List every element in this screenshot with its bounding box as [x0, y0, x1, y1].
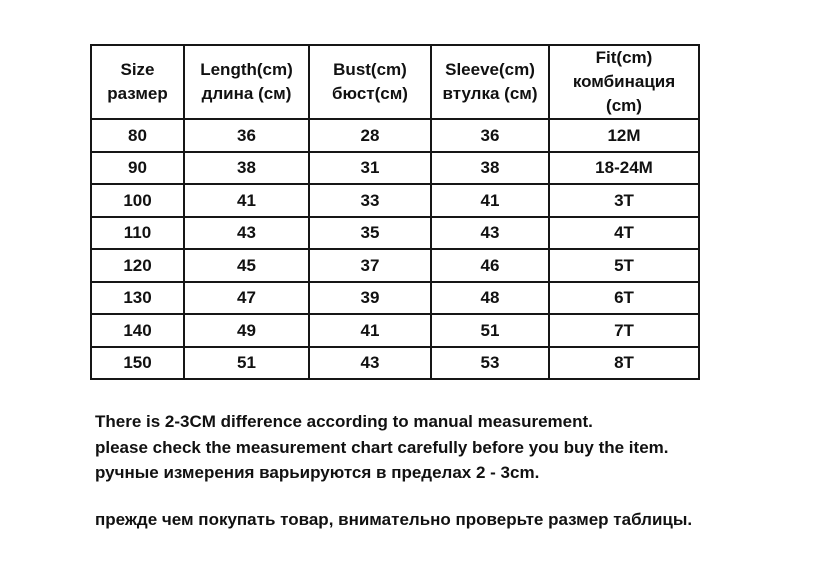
- table-cell: 150: [91, 347, 184, 380]
- table-cell: 51: [184, 347, 309, 380]
- table-cell: 51: [431, 314, 549, 347]
- note-line-manual-difference: There is 2-3CM difference according to manual measurement.: [95, 412, 593, 431]
- table-row: [91, 347, 699, 380]
- header-line: комбинация: [572, 72, 676, 91]
- table-cell: 41: [309, 314, 431, 347]
- size-chart-table: [90, 44, 700, 380]
- table-row: [91, 184, 699, 217]
- header-line: Fit(cm): [595, 48, 653, 67]
- table-cell: 53: [431, 347, 549, 380]
- table-row: [91, 152, 699, 185]
- note-line-check-chart: please check the measurement chart carefully before you buy the item.: [95, 437, 669, 457]
- measurement-notes: [95, 409, 795, 532]
- table-cell: 3T: [549, 184, 699, 217]
- table-cell: 110: [91, 217, 184, 250]
- table-cell: 45: [184, 249, 309, 282]
- table-cell: 100: [91, 184, 184, 217]
- size-chart-table-wrap: [90, 44, 698, 380]
- table-cell: 38: [184, 152, 309, 185]
- table-cell: 12M: [549, 119, 699, 152]
- table-cell: 41: [431, 184, 549, 217]
- table-cell: 28: [309, 119, 431, 152]
- table-row: [91, 119, 699, 152]
- table-cell: 37: [309, 249, 431, 282]
- header-line: Sleeve(cm): [445, 60, 535, 79]
- col-header-length: [184, 45, 309, 119]
- table-cell: 8T: [549, 347, 699, 380]
- table-cell: 18-24M: [549, 152, 699, 185]
- table-row: [91, 217, 699, 250]
- table-cell: 33: [309, 184, 431, 217]
- table-cell: 43: [431, 217, 549, 250]
- header-line: (cm): [606, 96, 642, 115]
- table-cell: 43: [184, 217, 309, 250]
- header-line: Size: [120, 60, 155, 79]
- note-line-ru-variation: ручные измерения варьируются в пределах 2 - 3cm.: [95, 463, 540, 482]
- table-cell: 47: [184, 282, 309, 315]
- table-row: [91, 282, 699, 315]
- table-cell: 36: [184, 119, 309, 152]
- table-row: [91, 249, 699, 282]
- table-cell: 39: [309, 282, 431, 315]
- header-line: Bust(cm): [333, 60, 407, 79]
- table-cell: 31: [309, 152, 431, 185]
- table-cell: 6T: [549, 282, 699, 315]
- header-line: размер: [107, 84, 168, 103]
- table-cell: 130: [91, 282, 184, 315]
- table-cell: 90: [91, 152, 184, 185]
- table-cell: 140: [91, 314, 184, 347]
- col-header-size: [91, 45, 184, 119]
- header-line: длина (см): [201, 84, 292, 103]
- col-header-bust: [309, 45, 431, 119]
- col-header-fit: [549, 45, 699, 119]
- table-cell: 120: [91, 249, 184, 282]
- note-line-ru-check-size: прежде чем покупать товар, внимательно проверьте размер таблицы.: [95, 509, 693, 529]
- table-cell: 5T: [549, 249, 699, 282]
- table-cell: 48: [431, 282, 549, 315]
- table-cell: 49: [184, 314, 309, 347]
- table-body: [91, 119, 699, 379]
- table-cell: 80: [91, 119, 184, 152]
- table-cell: 41: [184, 184, 309, 217]
- table-cell: 35: [309, 217, 431, 250]
- header-line: Length(cm): [200, 60, 293, 79]
- table-cell: 36: [431, 119, 549, 152]
- header-line: втулка (см): [442, 84, 538, 103]
- table-cell: 38: [431, 152, 549, 185]
- table-cell: 7T: [549, 314, 699, 347]
- col-header-sleeve: [431, 45, 549, 119]
- table-cell: 46: [431, 249, 549, 282]
- table-row: [91, 314, 699, 347]
- table-cell: 43: [309, 347, 431, 380]
- table-cell: 4T: [549, 217, 699, 250]
- header-line: бюст(см): [332, 84, 408, 103]
- header-row: [91, 45, 699, 119]
